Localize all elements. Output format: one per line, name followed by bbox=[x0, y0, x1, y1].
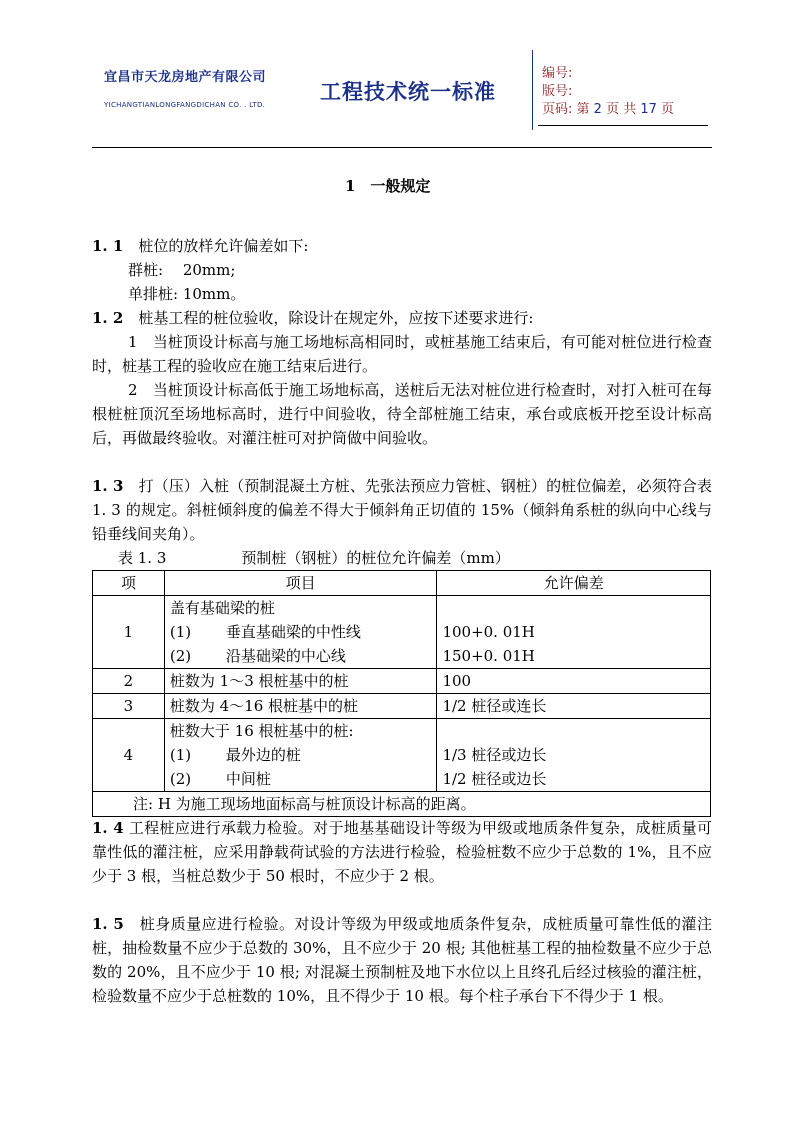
row-item bbox=[164, 719, 437, 792]
clause-number: 1. 2 bbox=[92, 309, 124, 327]
row-tolerance bbox=[437, 596, 711, 669]
clause-text: 打（压）入桩（预制混凝土方桩、先张法预应力管桩、钢桩）的桩位偏差，必须符合表 1. 3 的规定。斜桩倾斜度的偏差不得大于倾斜角正切值的 15%（倾斜角系桩的纵向中心线与铅垂线间夹角）。 bbox=[92, 477, 712, 543]
header-divider bbox=[532, 50, 533, 130]
paragraph-1-2-item-1: 1 当桩顶设计标高与施工场地标高相同时，或桩基施工结束后，有可能对桩位进行检查时，桩基工程的验收应在施工结束后进行。 bbox=[92, 333, 712, 375]
sub-item-number: (2) bbox=[169, 647, 192, 665]
page-suffix: 页 bbox=[661, 102, 675, 117]
tolerance-group-pile: 群桩: 20mm; bbox=[128, 261, 236, 279]
row-tolerance bbox=[437, 719, 711, 792]
clause-number: 1. 3 bbox=[92, 477, 124, 495]
row-number: 4 bbox=[93, 719, 165, 792]
page-middle: 页 共 bbox=[606, 102, 637, 117]
sub-item-text: 中间桩 bbox=[225, 770, 271, 788]
page-total: 17 bbox=[640, 102, 657, 117]
pile-tolerance-table bbox=[92, 570, 711, 817]
tolerance-single-row-pile: 单排桩: 10mm。 bbox=[128, 285, 246, 303]
clause-text: 桩基工程的桩位验收，除设计在规定外，应按下述要求进行: bbox=[123, 309, 534, 327]
clause-text: 工程桩应进行承载力检验。对于地基基础设计等级为甲级或地质条件复杂，成桩质量可靠性低的灌注桩，应采用静载荷试验的方法进行检验，检验桩数不应少于总数的 1%，且不应少于 3 根，当桩总数少于 50 根时，不应少于 2 根。 bbox=[92, 819, 712, 885]
row-number: 3 bbox=[93, 694, 165, 719]
paragraph-1-1 bbox=[92, 234, 712, 258]
version-label: 版号: bbox=[542, 84, 573, 99]
sub-item bbox=[170, 644, 432, 668]
col-header-tolerance: 允许偏差 bbox=[437, 571, 711, 596]
page-prefix: 页码: 第 bbox=[542, 102, 590, 117]
table-note: 注: H 为施工现场地面标高与桩顶设计标高的距离。 bbox=[93, 792, 711, 817]
table-note-row bbox=[93, 792, 711, 817]
section-title: 1 一般规定 bbox=[345, 177, 431, 195]
tolerance-value: 100+0. 01H bbox=[442, 623, 535, 641]
tolerance-value: 1/2 桩径或边长 bbox=[442, 770, 547, 788]
paragraph-1-2 bbox=[92, 306, 712, 330]
col-header-item: 项目 bbox=[164, 571, 437, 596]
sub-item-number: (2) bbox=[169, 770, 192, 788]
sub-item bbox=[170, 743, 432, 767]
table-caption: 表 1. 3 预制桩（钢桩）的桩位允许偏差（mm） bbox=[118, 549, 510, 567]
table-row bbox=[93, 669, 711, 694]
row-item: 桩数为 4～16 根桩基中的桩 bbox=[164, 694, 437, 719]
company-name-en: YICHANGTIANLONGFANGDICHAN CO. . LTD. bbox=[104, 101, 266, 109]
header-rule bbox=[92, 147, 712, 148]
clause-text: 桩位的放样允许偏差如下: bbox=[123, 237, 309, 255]
clause-number: 1. 5 bbox=[92, 915, 124, 933]
page-indicator bbox=[542, 98, 674, 117]
page-current: 2 bbox=[593, 102, 602, 117]
table-row bbox=[93, 719, 711, 792]
row-tolerance: 100 bbox=[437, 669, 711, 694]
sub-item-text: 垂直基础梁的中性线 bbox=[225, 623, 361, 641]
paragraph-1-4 bbox=[92, 816, 712, 888]
paragraph-1-5 bbox=[92, 912, 712, 1008]
table-row bbox=[93, 694, 711, 719]
clause-number: 1. 4 bbox=[92, 819, 124, 837]
row-number: 1 bbox=[93, 596, 165, 669]
col-header-no: 项 bbox=[93, 571, 165, 596]
sub-item-number: (1) bbox=[169, 623, 192, 641]
row-item bbox=[164, 596, 437, 669]
tolerance-value: 1/3 桩径或边长 bbox=[442, 746, 547, 764]
clause-text: 桩身质量应进行检验。对设计等级为甲级或地质条件复杂，成桩质量可靠性低的灌注桩，抽检数量不应少于总数的 30%，且不应少于 20 根; 其他桩基工程的抽检数量不应少于总数的 20%，且不应少于 10 根; 对混凝土预制桩及地下水位以上且终孔后经过核验的灌注桩，检验数量不应少于总桩数的 10%，且不得少于 10 根。每个柱子承台下不得少于 1 根。 bbox=[92, 915, 712, 1005]
row-item: 桩数为 1～3 根桩基中的桩 bbox=[164, 669, 437, 694]
sub-item-number: (1) bbox=[169, 746, 192, 764]
paragraph-1-3 bbox=[92, 474, 712, 546]
row-tolerance: 1/2 桩径或连长 bbox=[437, 694, 711, 719]
table-row bbox=[93, 596, 711, 669]
table-header-row bbox=[93, 571, 711, 596]
clause-number: 1. 1 bbox=[92, 237, 124, 255]
paragraph-1-2-item-2: 2 当桩顶设计标高低于施工场地标高，送桩后无法对桩位进行检查时，对打入桩可在每根桩桩顶沉至场地标高时，进行中间验收，待全部桩施工结束，承台或底板开挖至设计标高后，再做最终验收。对灌注桩可对护筒做中间验收。 bbox=[92, 381, 712, 447]
code-label: 编号: bbox=[542, 66, 573, 81]
item-title: 盖有基础梁的桩 bbox=[169, 599, 275, 617]
sub-item-text: 最外边的桩 bbox=[225, 746, 301, 764]
tolerance-value: 150+0. 01H bbox=[442, 647, 535, 665]
header-rule-right bbox=[538, 125, 708, 126]
row-number: 2 bbox=[93, 669, 165, 694]
sub-item bbox=[170, 620, 432, 644]
sub-item-text: 沿基础梁的中心线 bbox=[225, 647, 346, 665]
company-name-cn: 宜昌市天龙房地产有限公司 bbox=[104, 70, 267, 85]
sub-item bbox=[170, 767, 432, 791]
item-title: 桩数大于 16 根桩基中的桩: bbox=[169, 722, 354, 740]
document-title: 工程技术统一标准 bbox=[320, 80, 496, 104]
